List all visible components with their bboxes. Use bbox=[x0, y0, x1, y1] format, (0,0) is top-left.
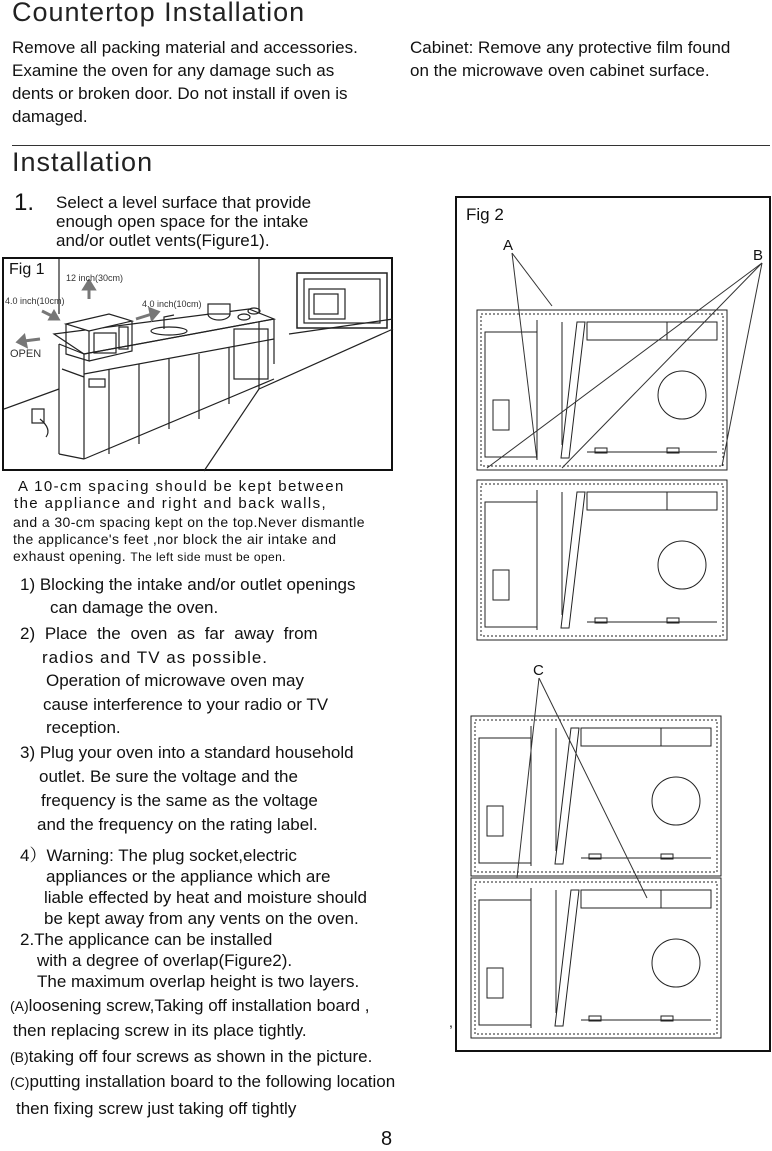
substep-b-marker: (B) bbox=[10, 1049, 29, 1065]
intro-left bbox=[12, 36, 392, 128]
top-gap-label: 12 inch(30cm) bbox=[66, 273, 124, 283]
section-heading: Installation bbox=[12, 147, 154, 177]
spacing-note-line bbox=[13, 548, 365, 566]
step1-line: and/or outlet vents(Figure1). bbox=[56, 231, 270, 250]
step-number: 1. bbox=[14, 189, 35, 216]
spacing-note-line: the applicance's feet ,nor block the air intake and bbox=[13, 531, 337, 547]
substep-c-marker: (C) bbox=[10, 1074, 30, 1090]
open-label: OPEN bbox=[10, 348, 42, 360]
substep-c-cont: then fixing screw just taking off tightly bbox=[16, 1099, 297, 1118]
list-item bbox=[20, 845, 367, 929]
step2-line: with a degree of overlap(Figure2). bbox=[37, 951, 293, 970]
item-line: appliances or the appliance which are bbox=[46, 867, 331, 886]
label-c: C bbox=[533, 662, 544, 679]
intro-left-line: dents or broken door. Do not install if oven is bbox=[12, 84, 348, 103]
substep-c bbox=[10, 1070, 395, 1094]
intro-left-line: Remove all packing material and accessories. bbox=[12, 38, 358, 57]
spacing-note-line: the appliance and right and back walls, bbox=[14, 495, 328, 512]
intro-left-line: damaged. bbox=[12, 107, 88, 126]
stray-comma: , bbox=[449, 1014, 453, 1030]
figure-1 bbox=[2, 257, 393, 471]
spacing-note bbox=[14, 478, 345, 512]
intro-right-line: Cabinet: Remove any protective film found bbox=[410, 38, 731, 57]
substep-b-text: taking off four screws as shown in the picture. bbox=[28, 1047, 373, 1066]
overlap-illustration bbox=[457, 198, 772, 1054]
item-line: 3) Plug your oven into a standard household bbox=[20, 743, 354, 762]
substep-a bbox=[10, 994, 370, 1018]
figure-1-title: Fig 1 bbox=[9, 261, 45, 278]
page-number: 8 bbox=[381, 1128, 393, 1150]
step2-line: 2.The applicance can be installed bbox=[20, 930, 273, 949]
step1-text bbox=[56, 193, 311, 250]
kitchen-illustration bbox=[4, 259, 395, 473]
item-line: can damage the oven. bbox=[50, 598, 219, 617]
item-line: cause interference to your radio or TV bbox=[43, 694, 329, 714]
spacing-note-line: and a 30-cm spacing kept on the top.Never dismantle bbox=[13, 514, 365, 530]
item-line: liable effected by heat and moisture should bbox=[44, 888, 367, 907]
step2-line: The maximum overlap height is two layers. bbox=[37, 972, 360, 991]
item-line: 1) Blocking the intake and/or outlet openings bbox=[20, 575, 356, 594]
list-item bbox=[20, 741, 354, 837]
item-line: be kept away from any vents on the oven. bbox=[44, 909, 359, 928]
spacing-note-cont bbox=[13, 514, 365, 566]
item-line: outlet. Be sure the voltage and the bbox=[39, 767, 298, 786]
spacing-note-text: exhaust opening. bbox=[13, 548, 127, 564]
page-title: Countertop Installation bbox=[12, 0, 306, 27]
spacing-note-line: A 10-cm spacing should be kept between bbox=[18, 478, 345, 495]
item-line: Operation of microwave oven may bbox=[46, 671, 304, 690]
substep-c-text2: to the following location bbox=[218, 1072, 396, 1091]
step1-line: enough open space for the intake bbox=[56, 212, 309, 231]
item-line: and the frequency on the rating label. bbox=[37, 815, 318, 834]
step1-line: Select a level surface that provide bbox=[56, 193, 312, 212]
label-b: B bbox=[753, 247, 764, 264]
intro-right-line: on the microwave oven cabinet surface. bbox=[410, 61, 710, 80]
figure-2 bbox=[455, 196, 771, 1052]
intro-left-line: Examine the oven for any damage such as bbox=[12, 61, 335, 80]
substep-a-cont: then replacing screw in its place tightly. bbox=[13, 1021, 307, 1040]
substep-b bbox=[10, 1045, 372, 1069]
item-line: 2) Place the oven as far away from bbox=[20, 624, 318, 643]
divider bbox=[12, 145, 770, 146]
item-line: 4）Warning: The plug socket,electric bbox=[20, 846, 297, 865]
list-item bbox=[20, 622, 328, 740]
right-gap-label: 4.0 inch(10cm) bbox=[142, 299, 202, 309]
intro-right bbox=[410, 36, 770, 82]
substep-a-text: loosening screw,Taking off installation board , bbox=[28, 996, 370, 1015]
substep-c-text: putting installation board bbox=[29, 1072, 214, 1091]
item-line: radios and TV as possible. bbox=[42, 647, 269, 667]
item-line: reception. bbox=[46, 718, 121, 737]
left-gap-label: 4.0 inch(10cm) bbox=[5, 296, 65, 306]
step2-text bbox=[20, 929, 359, 992]
substep-a-marker: (A) bbox=[10, 998, 29, 1014]
left-side-note: The left side must be open. bbox=[130, 550, 286, 564]
label-a: A bbox=[503, 237, 514, 254]
item-line: frequency is the same as the voltage bbox=[41, 791, 318, 810]
figure-2-title: Fig 2 bbox=[466, 205, 504, 224]
list-item bbox=[20, 573, 356, 619]
